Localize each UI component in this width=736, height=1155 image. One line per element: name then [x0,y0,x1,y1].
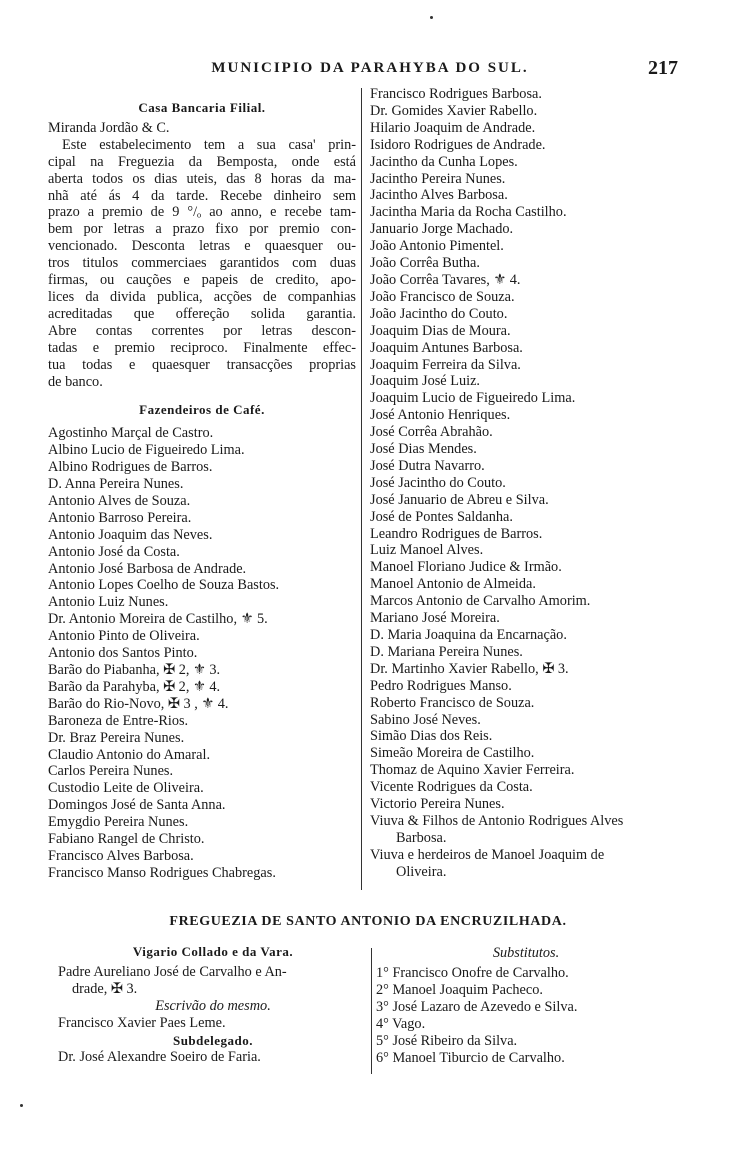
coffee-farmers-heading: Fazendeiros de Café. [139,402,265,418]
farmer-entry: D. Maria Joaquina da Encarnação. [370,627,567,643]
farmer-entry: Domingos José de Santa Anna. [48,797,226,814]
farmer-entry: Vicente Rodrigues da Costa. [370,779,533,796]
farmer-entry: Claudio Antonio do Amaral. [48,746,211,763]
farmer-entry: Antonio José Barbosa de Andrade. [48,560,247,577]
farmer-entry: D. Anna Pereira Nunes. [48,476,184,493]
farmer-entry: Marcos Antonio de Carvalho Amorim. [370,593,591,610]
farmer-entry: Baroneza de Entre-Rios. [48,712,189,729]
bank-paragraph [48,137,356,391]
column-divider [361,88,362,890]
left-column [48,86,356,882]
farmers-list-right [370,86,692,881]
farmer-entry: Antonio Luiz Nunes. [48,594,169,611]
widow-entry-continuation: Barbosa. [396,829,447,846]
bank-heading: Casa Bancaria Filial. [138,100,266,115]
clerk-heading: Escrivão do mesmo. [155,998,271,1014]
widow-entry-continuation: Oliveira. [396,863,447,880]
farmer-entry: Antonio Joaquim das Neves. [48,526,213,543]
bank-text-line: tua todas e quaesquer transacções proprias [48,356,356,373]
parish-title: FREGUEZIA DE SANTO ANTONIO DA ENCRUZILHADA. [169,914,567,929]
bank-text-line: Abre contas correntes por letras descon- [48,322,356,339]
farmer-entry: Albino Lucio de Figueiredo Lima. [48,442,245,459]
bank-text-line: acreditadas que offereção solida garantia. [48,305,356,322]
clerk-name: Francisco Xavier Paes Leme. [58,1015,226,1031]
farmer-entry: Fabiano Rangel de Christo. [48,831,205,848]
farmer-entry: Barão do Rio-Novo, ✠ 3 , ⚜ 4. [48,695,229,712]
farmer-entry: Joaquim Ferreira da Silva. [370,356,521,373]
farmer-entry: Antonio dos Santos Pinto. [48,645,198,662]
farmer-entry: Thomaz de Aquino Xavier Ferreira. [370,762,575,779]
farmer-entry: Barão da Parahyba, ✠ 2, ⚜ 4. [48,678,221,695]
substitute-entry: 5° José Ribeiro da Silva. [376,1033,518,1049]
farmer-entry: Francisco Manso Rodrigues Chabregas. [48,864,276,881]
farmer-entry: Manoel Floriano Judice & Irmão. [370,559,562,576]
farmer-entry: Joaquim Lucio de Figueiredo Lima. [370,390,576,407]
farmer-entry: Dr. Braz Pereira Nunes. [48,729,185,746]
page-number: 217 [648,57,678,79]
substitute-entry: 2° Manoel Joaquim Pacheco. [376,982,543,998]
farmer-entry: José Jacintho do Couto. [370,474,506,491]
farmer-entry: Antonio Pinto de Oliveira. [48,628,200,645]
farmer-entry: Barão do Piabanha, ✠ 2, ⚜ 3. [48,662,221,678]
farmer-entry: Mariano José Moreira. [370,610,500,627]
farmer-entry: José Corrêa Abrahão. [370,424,493,441]
farmer-entry: Albino Rodrigues de Barros. [48,459,213,476]
farmer-entry: Jacintha Maria da Rocha Castilho. [370,204,567,221]
farmer-entry: Jacintho Alves Barbosa. [370,187,508,204]
widow-entry-line: Viuva e herdeiros de Manoel Joaquim de [370,846,605,863]
vicar-name-line: Padre Aureliano José de Carvalho e An- [58,964,287,980]
farmer-entry: Custodio Leite de Oliveira. [48,780,204,797]
farmer-entry: Hilario Joaquim de Andrade. [370,119,536,136]
farmer-entry: Francisco Rodrigues Barbosa. [370,86,542,102]
parish-officials [58,943,368,1066]
vicar-heading: Vigario Collado e da Vara. [132,944,294,959]
farmer-entry: Antonio Lopes Coelho de Souza Bastos. [48,577,280,594]
farmer-entry: Jacintho da Cunha Lopes. [370,153,518,170]
substitute-entry: 6° Manoel Tiburcio de Carvalho. [376,1050,565,1066]
bank-text-line: lices da divida publica, acções de companhias [48,288,356,305]
farmer-entry: Joaquim Antunes Barbosa. [370,339,523,356]
bank-text-line: tadas e premio reciproco. Finalmente effec- [48,339,356,356]
bank-text-line: cipal na Freguezia da Bemposta, onde está [48,153,356,170]
farmer-entry: Simeão Moreira de Castilho. [370,745,535,762]
substitute-entry: 1° Francisco Onofre de Carvalho. [376,965,569,981]
substitute-entry: 3° José Lazaro de Azevedo e Silva. [376,999,578,1015]
farmer-entry: José Januario de Abreu e Silva. [370,491,549,508]
farmer-entry: José de Pontes Saldanha. [370,508,513,525]
substitutes-list [376,945,676,1067]
farmer-entry: Carlos Pereira Nunes. [48,763,174,780]
bank-name: Miranda Jordão & C. [48,119,170,136]
subdelegate-heading: Subdelegado. [172,1033,254,1048]
subdelegate-name: Dr. José Alexandre Soeiro de Faria. [58,1049,261,1065]
farmer-entry: Simão Dias dos Reis. [370,728,493,745]
farmer-entry: Januario Jorge Machado. [370,221,514,238]
parish-column-divider [371,948,372,1074]
farmer-entry: Sabino José Neves. [370,711,481,728]
farmer-entry: Isidoro Rodrigues de Andrade. [370,136,546,153]
farmer-entry: D. Mariana Pereira Nunes. [370,643,523,660]
farmer-entry: Joaquim Dias de Moura. [370,322,511,339]
farmer-entry: Antonio Alves de Souza. [48,492,191,509]
farmer-entry: Luiz Manoel Alves. [370,542,484,559]
right-column [370,86,692,881]
farmer-entry: Victorio Pereira Nunes. [370,796,505,813]
farmer-entry: José Antonio Henriques. [370,407,511,424]
farmer-entry: Roberto Francisco de Souza. [370,694,535,711]
farmer-entry: José Dias Mendes. [370,441,477,458]
bank-text-line: Este estabelecimento tem a sua casa' prin- [62,136,356,153]
substitutes-heading: Substitutos. [492,945,560,961]
bank-text-line: de banco. [48,373,103,390]
farmer-entry: João Corrêa Butha. [370,255,480,272]
farmer-entry: José Dutra Navarro. [370,457,485,474]
running-head: MUNICIPIO DA PARAHYBA DO SUL. [211,60,529,76]
farmer-entry: João Corrêa Tavares, ⚜ 4. [370,271,521,288]
farmer-entry: Dr. Antonio Moreira de Castilho, ⚜ 5. [48,611,268,628]
bank-text-line: nhã até ás 4 da tarde. Recebe dinheiro sem [48,187,356,204]
farmer-entry: Pedro Rodrigues Manso. [370,677,512,694]
farmer-entry: Jacintho Pereira Nunes. [370,170,506,187]
farmer-entry: Agostinho Marçal de Castro. [48,425,214,442]
widow-entry-line: Viuva & Filhos de Antonio Rodrigues Alves [370,812,624,829]
bank-text-line: vencionado. Desconta letras e quaesquer ou- [48,238,356,255]
substitute-entry: 4° Vago. [376,1016,426,1032]
bank-text-line: prazo a premio de 9 °/ₒ ao anno, e recebe tam- [48,204,356,221]
bank-text-line: aberta todos os dias uteis, das 8 horas da ma- [48,170,356,187]
farmer-entry: João Jacintho do Couto. [370,305,508,322]
farmers-list-left [48,425,356,881]
farmer-entry: Leandro Rodrigues de Barros. [370,525,543,542]
farmer-entry: Antonio Barroso Pereira. [48,509,192,526]
farmer-entry: Joaquim José Luiz. [370,373,480,390]
vicar-name-continuation: drade, ✠ 3. [72,981,138,997]
print-speck [20,1104,23,1107]
bank-text-line: firmas, ou cauções e papeis de credito, apo- [48,272,356,289]
farmer-entry: Manoel Antonio de Almeida. [370,576,536,593]
farmer-entry: João Antonio Pimentel. [370,238,504,255]
farmer-entry: Dr. Martinho Xavier Rabello, ✠ 3. [370,660,569,677]
farmer-entry: Emygdio Pereira Nunes. [48,814,189,831]
print-speck [430,16,433,19]
farmer-entry: Francisco Alves Barbosa. [48,847,194,864]
farmer-entry: Antonio José da Costa. [48,543,180,560]
farmer-entry: Dr. Gomides Xavier Rabello. [370,102,538,119]
farmer-entry: João Francisco de Souza. [370,288,515,305]
bank-text-line: tros titulos commerciaes garantidos com duas [48,255,356,272]
bank-text-line: bem por letras a prazo fixo por premio con- [48,221,356,238]
